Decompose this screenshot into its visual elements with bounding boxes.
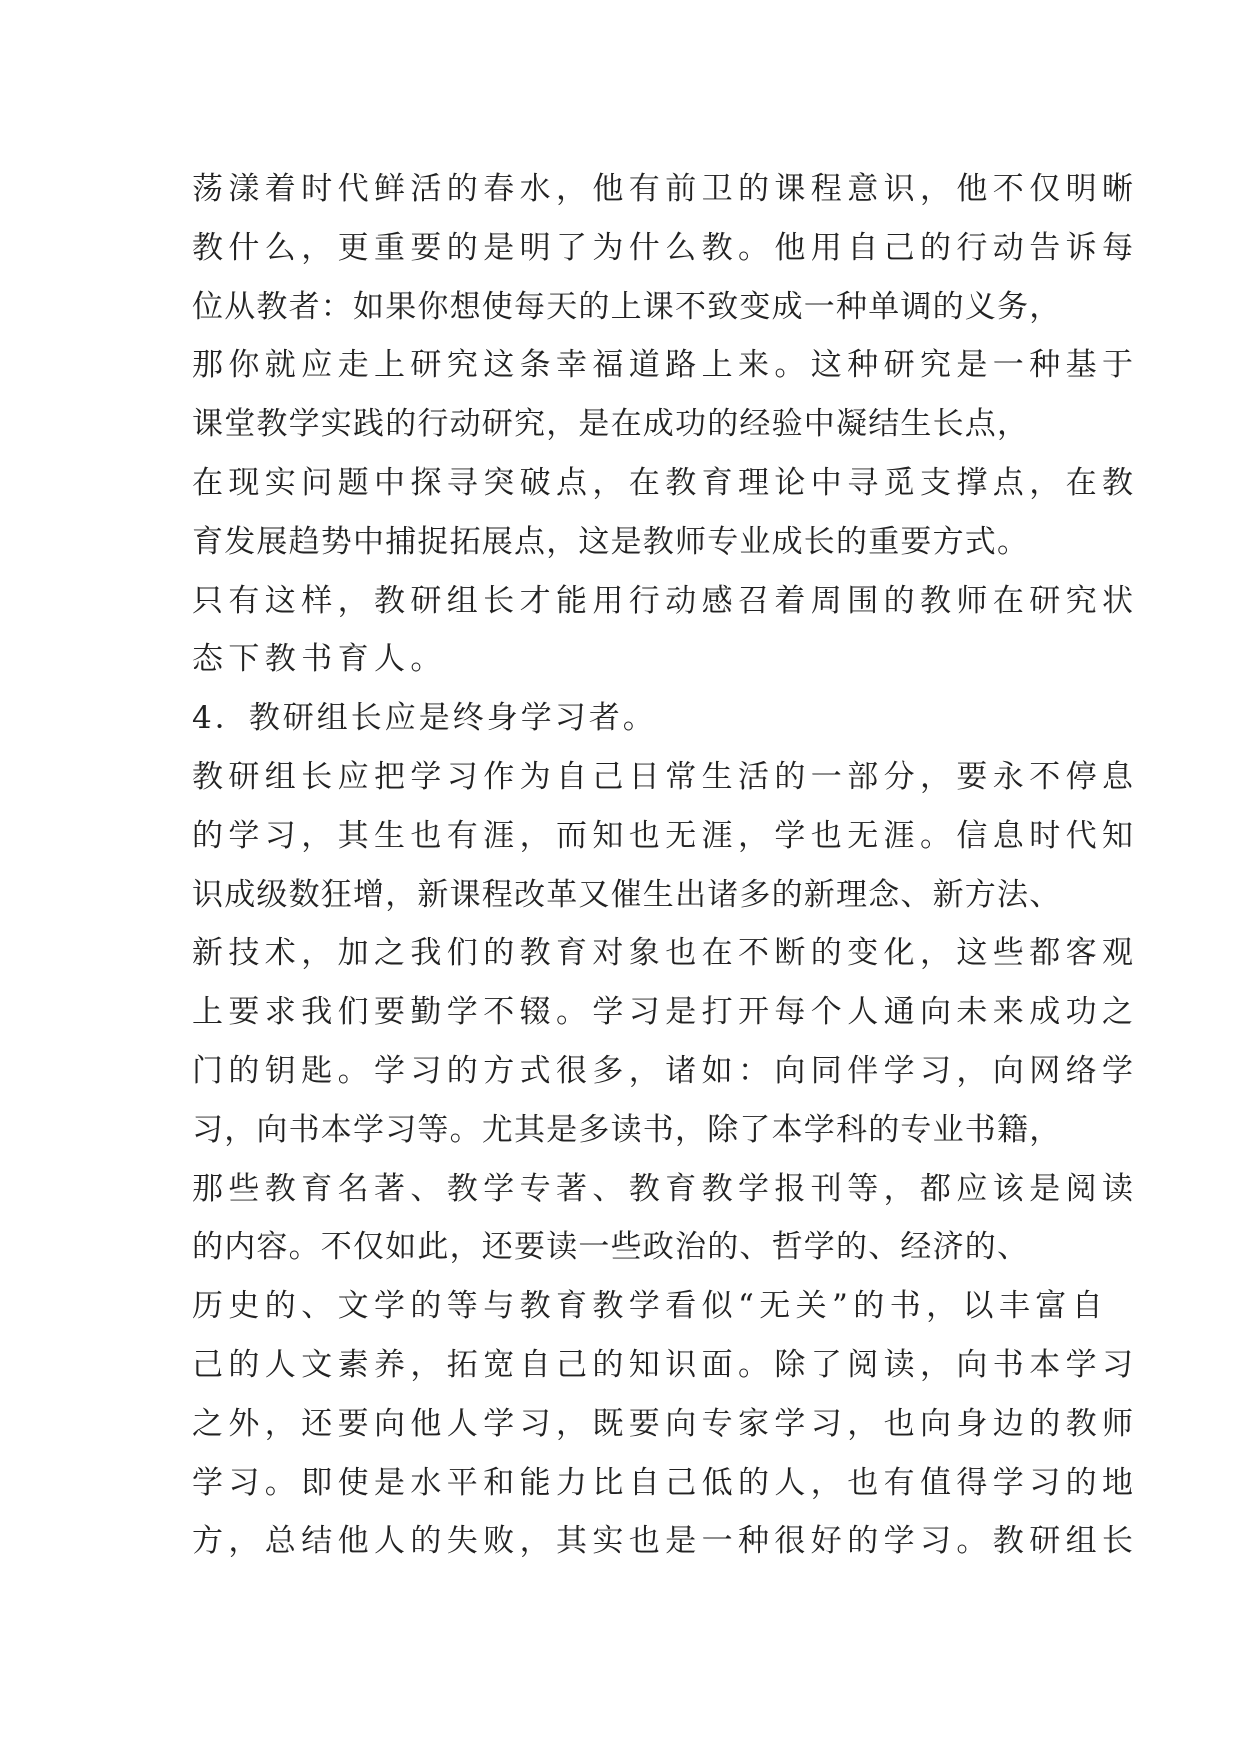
text-line: 学习。即使是水平和能力比自己低的人，也有值得学习的地 <box>192 1464 1139 1501</box>
text-line: 只有这样，教研组长才能用行动感召着周围的教师在研究状 <box>192 582 1139 619</box>
text-line: 新技术，加之我们的教育对象也在不断的变化，这些都客观 <box>192 935 1139 972</box>
text-line: 教什么，更重要的是明了为什么教。他用自己的行动告诉每 <box>192 229 1139 266</box>
text-line: 位从教者：如果你想使每天的上课不致变成一种单调的义务， <box>192 288 1062 325</box>
text-line: 的学习，其生也有涯，而知也无涯，学也无涯。信息时代知 <box>192 817 1139 854</box>
text-line: 上要求我们要勤学不辍。学习是打开每个人通向未来成功之 <box>192 994 1139 1031</box>
text-line: 方，总结他人的失败，其实也是一种很好的学习。教研组长 <box>192 1523 1139 1560</box>
text-line: 那些教育名著、教学专著、教育教学报刊等，都应该是阅读 <box>192 1170 1139 1207</box>
text-line: 那你就应走上研究这条幸福道路上来。这种研究是一种基于 <box>192 347 1139 384</box>
text-line: 态下教书育人。 <box>192 641 447 678</box>
text-line: 在现实问题中探寻突破点，在教育理论中寻觅支撑点，在教 <box>192 464 1139 501</box>
text-line: 己的人文素养，拓宽自己的知识面。除了阅读，向书本学习 <box>192 1346 1139 1383</box>
text-line: 门的钥匙。学习的方式很多，诸如：向同伴学习，向网络学 <box>192 1052 1139 1089</box>
text-line: 教研组长应把学习作为自己日常生活的一部分，要永不停息 <box>192 758 1139 795</box>
text-line: 荡漾着时代鲜活的春水，他有前卫的课程意识，他不仅明晰 <box>192 171 1139 207</box>
section-heading: 4．教研组长应是终身学习者。 <box>192 700 657 737</box>
text-line: 课堂教学实践的行动研究，是在成功的经验中凝结生长点， <box>192 406 1030 443</box>
text-line: 的内容。不仅如此，还要读一些政治的、哲学的、经济的、 <box>192 1229 1030 1266</box>
text-line: 识成级数狂增，新课程改革又催生出诸多的新理念、新方法、 <box>192 876 1062 913</box>
body-text <box>192 160 1139 1571</box>
text-line: 育发展趋势中捕捉拓展点，这是教师专业成长的重要方式。 <box>192 523 1030 560</box>
text-line: 之外，还要向他人学习，既要向专家学习，也向身边的教师 <box>192 1405 1139 1442</box>
text-line: 习，向书本学习等。尤其是多读书，除了本学科的专业书籍， <box>192 1111 1062 1148</box>
text-line: 历史的、文学的等与教育教学看似“无关”的书，以丰富自 <box>192 1288 1109 1325</box>
